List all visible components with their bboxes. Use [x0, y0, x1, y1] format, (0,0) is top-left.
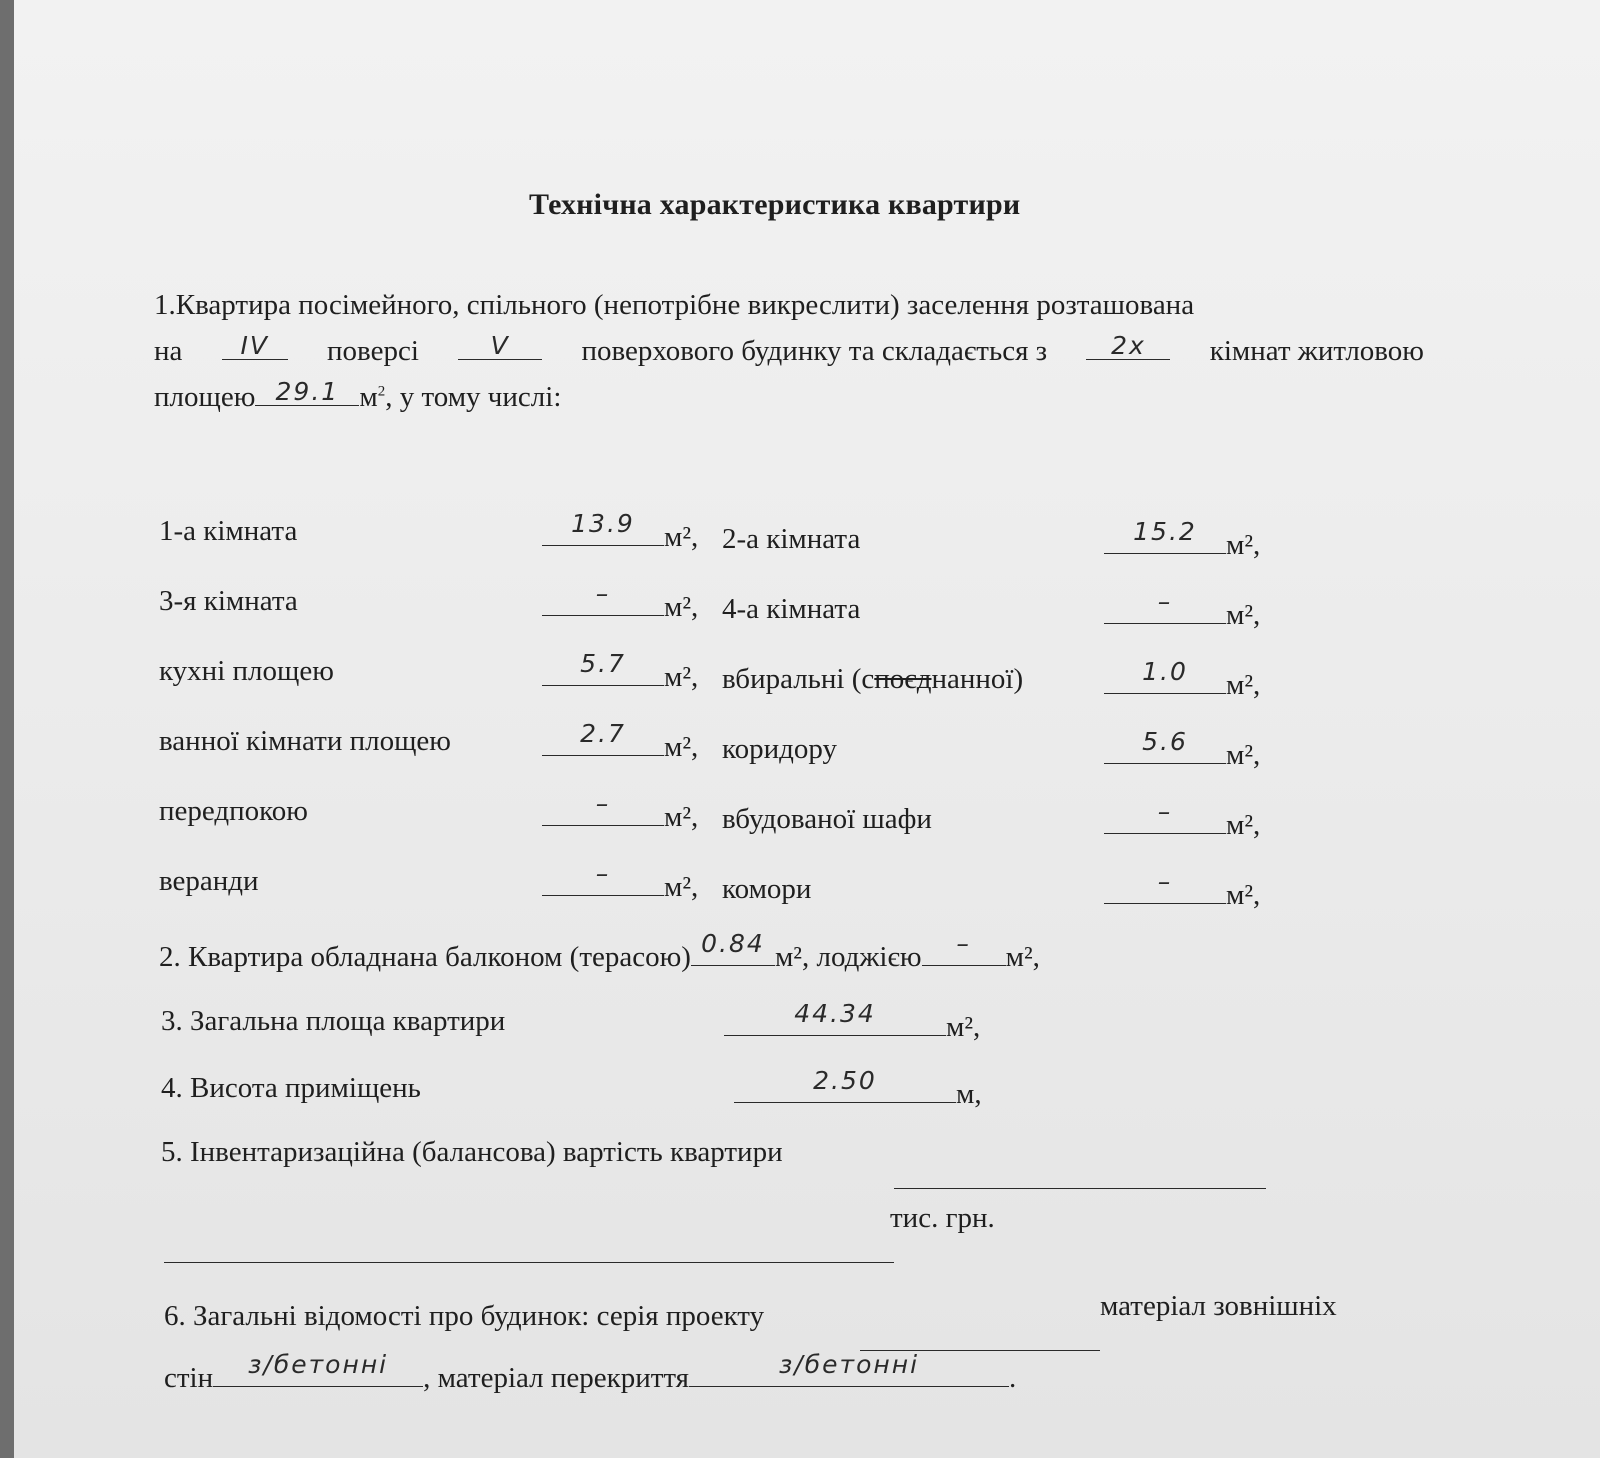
room-area-unit: м²,: [664, 591, 699, 623]
label-rooms: кімнат житловою: [1209, 335, 1424, 367]
room-area-blank: [542, 579, 664, 616]
room-area-unit: м²,: [1226, 879, 1261, 911]
room-label: кухні площею: [159, 655, 334, 687]
room-label: вбудованої шафи: [722, 803, 932, 835]
room-area-blank: [1104, 727, 1226, 764]
room-area-value: 13.9: [571, 509, 635, 538]
label-building: поверхового будинку та складається з: [581, 335, 1048, 367]
room-area-value: –: [1157, 587, 1173, 616]
document-title: Технічна характеристика квартири: [529, 188, 1021, 221]
rooms-value: 2х: [1111, 331, 1146, 360]
room-area-unit: м²,: [1226, 669, 1261, 701]
room-label: ванної кімнати площею: [159, 725, 451, 757]
room-label-struck: поєд: [874, 663, 932, 695]
section-6-line-2: [164, 1350, 1017, 1395]
floor-value: IV: [240, 331, 269, 360]
room-label: передпокою: [159, 795, 308, 827]
total-area-unit: м²,: [946, 1011, 981, 1043]
height-value: 2.50: [813, 1066, 877, 1095]
room-area-unit: м²,: [1226, 739, 1261, 771]
room-label: 1-а кімната: [159, 515, 298, 547]
room-area-blank: [1104, 587, 1226, 624]
section-1-text: 1.Квартира посімейного, спільного (непотрібне викреслити) заселення розташована: [154, 289, 1195, 321]
loggia-field[interactable]: [922, 929, 1006, 966]
room-area-unit: м²,: [664, 731, 699, 763]
room-area-value: –: [595, 789, 611, 818]
room-area-field[interactable]: [542, 859, 699, 904]
section-6-end: .: [1009, 1362, 1017, 1394]
living-area-field[interactable]: [255, 375, 359, 406]
room-area-value: –: [1157, 867, 1173, 896]
unit-sup: 2: [377, 383, 386, 400]
room-area-unit: м²,: [664, 871, 699, 903]
floors-total-value: V: [490, 331, 510, 360]
room-area-blank: [1104, 517, 1226, 554]
room-area-field[interactable]: [1104, 517, 1261, 562]
loggia-value: –: [956, 929, 971, 958]
room-area-unit: м²,: [1226, 529, 1261, 561]
ceiling-label: , матеріал перекриття: [423, 1362, 690, 1394]
room-area-value: –: [1157, 797, 1173, 826]
section-1: [154, 282, 1424, 420]
loggia-label: лоджією: [816, 941, 922, 973]
room-area-blank: [542, 649, 664, 686]
room-area-value: 2.7: [580, 719, 626, 748]
section-5-label: 5. Інвентаризаційна (балансова) вартість квартири: [161, 1136, 783, 1168]
height-unit: м,: [956, 1078, 982, 1110]
walls-value: з/бетонні: [248, 1350, 389, 1379]
room-area-field[interactable]: [542, 509, 699, 554]
room-label-part: вбиральні (с: [722, 663, 875, 695]
room-label: веранди: [159, 865, 259, 897]
room-area-value: –: [595, 579, 611, 608]
room-area-blank: [1104, 657, 1226, 694]
room-area-field[interactable]: [1104, 587, 1261, 632]
room-label: [722, 663, 1023, 696]
room-label: 3-я кімната: [159, 585, 298, 617]
label-poversi: поверсі: [327, 335, 419, 367]
room-area-field[interactable]: [1104, 727, 1261, 772]
room-area-blank: [1104, 797, 1226, 834]
room-area-blank: [542, 789, 664, 826]
section-1-line-1: [154, 282, 1424, 328]
rooms-field[interactable]: [1086, 329, 1170, 360]
room-label-part: нанної): [931, 663, 1024, 695]
ceiling-field[interactable]: [689, 1350, 1009, 1387]
room-area-blank: [542, 509, 664, 546]
room-area-value: –: [595, 859, 611, 888]
document-sheet: [14, 0, 1600, 1458]
room-area-unit: м²,: [664, 801, 699, 833]
total-area-field[interactable]: [724, 999, 981, 1044]
room-area-field[interactable]: [542, 789, 699, 834]
room-area-field[interactable]: [542, 649, 699, 694]
label-area: площею: [154, 381, 256, 413]
section-2: [159, 929, 1040, 974]
section-4-label: 4. Висота приміщень: [161, 1072, 421, 1104]
room-area-field[interactable]: [1104, 867, 1261, 912]
height-blank: [734, 1066, 956, 1103]
cost-line-1[interactable]: [894, 1188, 1266, 1189]
room-area-blank: [1104, 867, 1226, 904]
cost-line-2[interactable]: [164, 1262, 894, 1263]
room-label: комори: [722, 873, 812, 905]
loggia-unit: м²,: [1005, 941, 1040, 973]
room-area-value: 5.6: [1142, 727, 1188, 756]
room-area-field[interactable]: [542, 579, 699, 624]
balcony-field[interactable]: [691, 929, 775, 966]
balcony-unit: м²,: [774, 941, 817, 973]
walls-field[interactable]: [213, 1350, 423, 1387]
room-area-value: 5.7: [580, 649, 626, 678]
room-area-unit: м²,: [664, 521, 699, 553]
room-area-field[interactable]: [1104, 657, 1261, 702]
section-1-line-2: [154, 328, 1424, 374]
room-area-unit: м²,: [664, 661, 699, 693]
section-3-label: 3. Загальна площа квартири: [161, 1005, 506, 1037]
room-label: 2-а кімната: [722, 523, 861, 555]
balcony-label: 2. Квартира обладнана балконом (терасою): [159, 941, 691, 973]
currency-label: тис. грн.: [890, 1202, 995, 1234]
walls-label: матеріал зовнішніх: [1100, 1290, 1337, 1322]
unit-m: м: [359, 381, 378, 413]
total-area-blank: [724, 999, 946, 1036]
balcony-value: 0.84: [701, 929, 765, 958]
room-label: 4-а кімната: [722, 593, 861, 625]
section-6-label: 6. Загальні відомості про будинок: серія проекту: [164, 1300, 765, 1332]
living-area-value: 29.1: [275, 377, 340, 406]
room-area-unit: м²,: [1226, 809, 1261, 841]
room-area-value: 15.2: [1133, 517, 1197, 546]
total-area-value: 44.34: [794, 999, 876, 1028]
room-area-unit: м²,: [1226, 599, 1261, 631]
label-incl: , у тому числі:: [385, 381, 562, 413]
room-area-field[interactable]: [1104, 797, 1261, 842]
ceiling-value: з/бетонні: [779, 1350, 920, 1379]
room-area-field[interactable]: [542, 719, 699, 764]
room-area-blank: [542, 719, 664, 756]
height-field[interactable]: [734, 1066, 982, 1111]
floor-field[interactable]: [222, 329, 288, 360]
floors-total-field[interactable]: [458, 329, 542, 360]
room-area-blank: [542, 859, 664, 896]
walls-label-2: стін: [164, 1362, 214, 1394]
room-label: коридору: [722, 733, 838, 765]
label-na: на: [154, 335, 183, 367]
section-1-line-3: [154, 374, 1424, 420]
room-area-value: 1.0: [1142, 657, 1188, 686]
